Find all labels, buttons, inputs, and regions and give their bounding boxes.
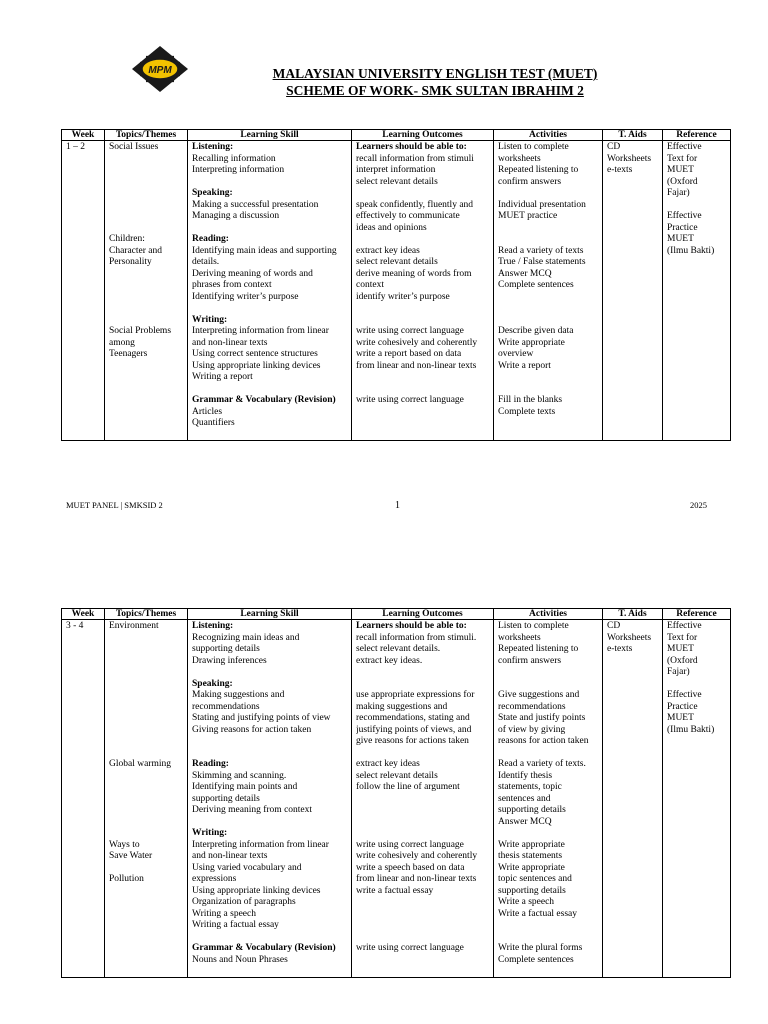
cell-line: Effective (667, 211, 702, 221)
cell-line: confirm answers (498, 655, 562, 666)
cell-line: MUET (667, 234, 694, 244)
cell-line (192, 932, 347, 944)
cell-line (109, 303, 183, 315)
cell-line: Identifying main ideas and supporting (192, 245, 337, 256)
cell-line (356, 188, 489, 200)
cell-line: Managing a discussion (192, 211, 280, 221)
cell-line: (Oxford (667, 176, 698, 187)
cell-line (356, 920, 489, 932)
cell-line: details. (192, 257, 220, 267)
cell-line: (Ilmu Bakti) (667, 724, 715, 735)
cell-line: justifying points of views, and (356, 724, 472, 735)
cell-line: statements, topic (498, 782, 562, 792)
cell-line (356, 828, 489, 840)
cell-line: CD (607, 621, 621, 631)
cell-learning-skill (188, 141, 352, 441)
cell-line: derive meaning of words from (356, 268, 472, 279)
cell-line: extract key ideas (356, 759, 420, 769)
cell-week (62, 141, 105, 441)
cell-line: Global warming (109, 759, 172, 769)
cell-line (109, 644, 183, 656)
cell-line: Fajar) (667, 667, 690, 677)
cell-teaching-aids (603, 141, 663, 441)
cell-line (109, 188, 183, 200)
cell-line (356, 303, 489, 315)
cell-line (498, 920, 598, 932)
cell-line (192, 223, 347, 235)
cell-line (109, 280, 183, 292)
cell-line: identify writer’s purpose (356, 291, 450, 302)
cell-learning-outcomes (352, 620, 494, 978)
document-title: MALAYSIAN UNIVERSITY ENGLISH TEST (MUET) (272, 66, 598, 81)
cell-line: Articles (192, 406, 223, 417)
cell-line (109, 736, 183, 748)
cell-line (109, 223, 183, 235)
cell-line: Using appropriate linking devices (192, 885, 321, 896)
cell-line (109, 748, 183, 760)
table-header-row (62, 609, 731, 620)
cell-line: Write the plural forms (498, 943, 583, 953)
cell-line (109, 269, 183, 281)
cell-line: expressions (192, 874, 237, 884)
cell-line: making suggestions and (356, 701, 448, 712)
cell-topics (105, 141, 188, 441)
cell-line (109, 679, 183, 691)
cell-line: Identifying writer’s purpose (192, 291, 299, 302)
cell-line: e-texts (607, 165, 633, 175)
cell-teaching-aids (603, 620, 663, 978)
cell-line: write using correct language (356, 395, 464, 405)
cell-line: thesis statements (498, 851, 563, 861)
cell-line: Worksheets (607, 153, 652, 164)
header-topics: Topics/Themes (105, 130, 188, 141)
cell-line: Effective (667, 690, 702, 700)
cell-line: Answer MCQ (498, 268, 552, 279)
cell-line: Fajar) (667, 188, 690, 198)
cell-line (109, 177, 183, 189)
cell-activities (494, 141, 603, 441)
cell-line: MUET (667, 644, 694, 654)
header-learning-outcomes: Learning Outcomes (352, 609, 494, 620)
cell-line: write cohesively and coherently (356, 337, 478, 348)
cell-line (356, 748, 489, 760)
cell-line: Writing: (192, 314, 228, 325)
cell-line: from linear and non-linear texts (356, 360, 477, 371)
cell-line: Complete texts (498, 406, 556, 417)
cell-line: Deriving meaning from context (192, 805, 313, 815)
cell-line: Listening: (192, 621, 234, 631)
cell-line: and non-linear texts (192, 337, 268, 348)
cell-topics (105, 620, 188, 978)
cell-line: Recognizing main ideas and (192, 632, 300, 643)
cell-line (109, 702, 183, 714)
cell-line: Write appropriate (498, 337, 565, 348)
cell-line: Listen to complete (498, 621, 569, 631)
cell-line: select relevant details (356, 770, 438, 781)
cell-line: Text for (667, 632, 698, 643)
cell-line: Writing a speech (192, 908, 256, 919)
header-learning-skill: Learning Skill (188, 609, 352, 620)
svg-text:MPM: MPM (148, 65, 172, 76)
cell-line: Describe given data (498, 326, 574, 336)
cell-line: Worksheets (607, 632, 652, 643)
cell-line: phrases from context (192, 280, 272, 290)
cell-activities (494, 620, 603, 978)
cell-line: worksheets (498, 153, 541, 164)
cell-line: recall information from stimuli. (356, 632, 477, 643)
cell-line: Effective (667, 142, 702, 152)
cell-line (109, 633, 183, 645)
cell-line: write a report based on data (356, 349, 462, 359)
scheme-table-weeks-3-4 (61, 608, 731, 978)
cell-line: recommendations (192, 701, 260, 712)
cell-line (356, 817, 489, 829)
cell-line: and non-linear texts (192, 851, 268, 861)
cell-line: recommendations, stating and (356, 713, 470, 723)
cell-line (109, 211, 183, 223)
cell-week (62, 620, 105, 978)
cell-reference (663, 141, 731, 441)
cell-line (356, 897, 489, 909)
cell-line (498, 188, 598, 200)
cell-line: worksheets (498, 632, 541, 643)
document-subtitle: SCHEME OF WORK- SMK SULTAN IBRAHIM 2 (286, 83, 584, 98)
cell-line: CD (607, 142, 621, 152)
table-row (62, 620, 731, 978)
cell-line: Reading: (192, 234, 229, 244)
cell-learning-outcomes (352, 141, 494, 441)
cell-line: 1 – 2 (66, 142, 85, 152)
cell-line: MUET (667, 165, 694, 175)
cell-line (498, 384, 598, 396)
cell-line: MUET practice (498, 211, 558, 221)
cell-learning-skill (188, 620, 352, 978)
cell-line (109, 817, 183, 829)
cell-line: Save Water (109, 851, 153, 861)
cell-line: Using varied vocabulary and (192, 862, 302, 873)
cell-line: Giving reasons for action taken (192, 724, 312, 735)
cell-line: sentences and (498, 793, 551, 804)
cell-line: context (356, 280, 384, 290)
cell-line: Listening: (192, 142, 234, 152)
header-teaching-aids: T. Aids (603, 609, 663, 620)
cell-line: e-texts (607, 644, 633, 654)
cell-line: MUET (667, 713, 694, 723)
cell-line (109, 690, 183, 702)
cell-line: Grammar & Vocabulary (Revision) (192, 943, 336, 953)
cell-line: Practice (667, 222, 698, 233)
header-learning-outcomes: Learning Outcomes (352, 130, 494, 141)
header-reference: Reference (663, 130, 731, 141)
cell-line: Reading: (192, 759, 229, 769)
cell-line (109, 782, 183, 794)
cell-line: (Oxford (667, 655, 698, 666)
cell-line (356, 805, 489, 817)
cell-line: write a speech based on data (356, 862, 465, 873)
cell-line: select relevant details (356, 257, 438, 267)
cell-line: True / False statements (498, 257, 586, 267)
header-learning-skill: Learning Skill (188, 130, 352, 141)
cell-line (356, 794, 489, 806)
cell-line (192, 667, 347, 679)
cell-line: Writing a factual essay (192, 920, 279, 930)
cell-line: supporting details (498, 885, 566, 896)
header-activities: Activities (494, 609, 603, 620)
header-week: Week (62, 609, 105, 620)
cell-line (498, 667, 598, 679)
cell-line: Give suggestions and (498, 690, 580, 700)
cell-line (498, 828, 598, 840)
cell-line: Quantifiers (192, 418, 235, 428)
cell-line (192, 817, 347, 829)
cell-line: of view by giving (498, 724, 566, 735)
cell-line: give reasons for actions taken (356, 736, 469, 746)
cell-line: Organization of paragraphs (192, 897, 296, 907)
cell-line: Social Problems (109, 326, 172, 336)
cell-line: Stating and justifying points of view (192, 713, 331, 723)
cell-line (356, 667, 489, 679)
cell-line: write a factual essay (356, 885, 434, 896)
cell-line: Using appropriate linking devices (192, 360, 321, 371)
cell-line (498, 315, 598, 327)
cell-line: Writing: (192, 828, 228, 838)
cell-line (109, 805, 183, 817)
cell-line: Listen to complete (498, 142, 569, 152)
cell-line: Write appropriate (498, 839, 565, 850)
cell-line: Complete sentences (498, 280, 574, 290)
cell-line: ideas and opinions (356, 222, 427, 233)
cell-line (109, 200, 183, 212)
cell-line: Social Issues (109, 142, 159, 152)
cell-line: recall information from stimuli (356, 153, 474, 164)
cell-line (356, 384, 489, 396)
cell-line: among (109, 337, 135, 348)
cell-line (356, 234, 489, 246)
cell-line (109, 667, 183, 679)
cell-line: Text for (667, 153, 698, 164)
cell-line: Identify thesis (498, 770, 553, 781)
cell-line (192, 384, 347, 396)
cell-line (109, 292, 183, 304)
header-week: Week (62, 130, 105, 141)
cell-line: Environment (109, 621, 159, 631)
cell-line: Making a successful presentation (192, 199, 319, 210)
cell-line (667, 200, 726, 212)
cell-line (356, 315, 489, 327)
cell-line: Personality (109, 257, 152, 267)
cell-line: Teenagers (109, 349, 148, 359)
cell-line: overview (498, 349, 534, 359)
cell-line (498, 234, 598, 246)
cell-line: Learners should be able to: (356, 621, 467, 631)
cell-line: Speaking: (192, 188, 233, 198)
cell-line (109, 315, 183, 327)
cell-line: select relevant details (356, 176, 438, 187)
cell-line: supporting details (192, 644, 260, 654)
cell-line (356, 932, 489, 944)
cell-line: Ways to (109, 839, 140, 850)
cell-line: write using correct language (356, 839, 464, 850)
cell-line (109, 656, 183, 668)
cell-line: Deriving meaning of words and (192, 268, 313, 279)
cell-line (109, 725, 183, 737)
cell-line: Write a report (498, 360, 551, 371)
cell-line: State and justify points (498, 713, 586, 723)
cell-line: Learners should be able to: (356, 142, 467, 152)
cell-line: Skimming and scanning. (192, 770, 287, 781)
footer-year: 2025 (690, 500, 707, 510)
cell-line: Speaking: (192, 678, 233, 689)
cell-line: Read a variety of texts (498, 245, 584, 256)
cell-line: Character and (109, 245, 163, 256)
cell-line (109, 863, 183, 875)
cell-line: topic sentences and (498, 874, 572, 884)
cell-line: recommendations (498, 701, 566, 712)
cell-line (109, 165, 183, 177)
header-teaching-aids: T. Aids (603, 130, 663, 141)
cell-line: (Ilmu Bakti) (667, 245, 715, 256)
cell-line: Interpreting information (192, 165, 285, 175)
header-activities: Activities (494, 130, 603, 141)
cell-line (109, 154, 183, 166)
cell-line (498, 292, 598, 304)
cell-line (109, 713, 183, 725)
cell-line: write using correct language (356, 326, 464, 336)
cell-line: Complete sentences (498, 954, 574, 965)
cell-line: Practice (667, 701, 698, 712)
cell-line: confirm answers (498, 176, 562, 187)
cell-line: Recalling information (192, 153, 276, 164)
cell-line: effectively to communicate (356, 211, 460, 221)
cell-line: 3 - 4 (66, 621, 84, 631)
cell-line (498, 303, 598, 315)
cell-line (498, 679, 598, 691)
cell-line (667, 679, 726, 691)
mpm-logo (132, 46, 188, 92)
cell-line: from linear and non-linear texts (356, 874, 477, 884)
cell-line: Repeated listening to (498, 165, 579, 175)
cell-line: interpret information (356, 165, 436, 175)
cell-line: Making suggestions and (192, 690, 285, 700)
cell-line: Using correct sentence structures (192, 349, 318, 359)
cell-line: supporting details (498, 805, 566, 815)
page-number: 1 (395, 500, 400, 511)
cell-line (498, 223, 598, 235)
cell-line: Drawing inferences (192, 655, 267, 666)
cell-line (356, 372, 489, 384)
cell-line: Children: (109, 234, 145, 244)
cell-line: Interpreting information from linear (192, 839, 329, 850)
cell-line (498, 932, 598, 944)
cell-line: Read a variety of texts. (498, 759, 586, 769)
cell-line (192, 303, 347, 315)
cell-line: Identifying main points and (192, 782, 298, 792)
cell-line: Fill in the blanks (498, 395, 563, 405)
cell-line (109, 828, 183, 840)
cell-line (109, 771, 183, 783)
header-topics: Topics/Themes (105, 609, 188, 620)
table-header-row (62, 130, 731, 141)
cell-line (192, 177, 347, 189)
cell-line: write using correct language (356, 943, 464, 953)
cell-line (192, 736, 347, 748)
cell-line: select relevant details. (356, 644, 441, 654)
cell-line: Answer MCQ (498, 816, 552, 827)
cell-line (356, 909, 489, 921)
cell-line: Write a speech (498, 897, 555, 907)
cell-line: speak confidently, fluently and (356, 199, 474, 210)
cell-line: Individual presentation (498, 199, 586, 210)
cell-line: extract key ideas. (356, 655, 423, 666)
cell-line: Nouns and Noun Phrases (192, 954, 288, 965)
cell-line: follow the line of argument (356, 782, 460, 792)
cell-line: Effective (667, 621, 702, 631)
cell-line: Writing a report (192, 372, 253, 382)
header-reference: Reference (663, 609, 731, 620)
cell-line: reasons for action taken (498, 736, 589, 746)
cell-line (498, 748, 598, 760)
cell-line (109, 794, 183, 806)
cell-line: Pollution (109, 874, 144, 884)
cell-reference (663, 620, 731, 978)
cell-line: write cohesively and coherently (356, 851, 478, 861)
cell-line (192, 748, 347, 760)
cell-line: Repeated listening to (498, 644, 579, 654)
scheme-table-weeks-1-2 (61, 129, 731, 441)
cell-line: Grammar & Vocabulary (Revision) (192, 395, 336, 405)
cell-line (498, 372, 598, 384)
cell-line: supporting details (192, 793, 260, 804)
table-row (62, 141, 731, 441)
footer-left: MUET PANEL | SMKSID 2 (66, 500, 163, 510)
cell-line: Write a factual essay (498, 908, 578, 919)
cell-line: use appropriate expressions for (356, 690, 475, 700)
cell-line: Interpreting information from linear (192, 326, 329, 336)
cell-line: extract key ideas (356, 245, 420, 256)
cell-line: Write appropriate (498, 862, 565, 873)
cell-line (356, 679, 489, 691)
